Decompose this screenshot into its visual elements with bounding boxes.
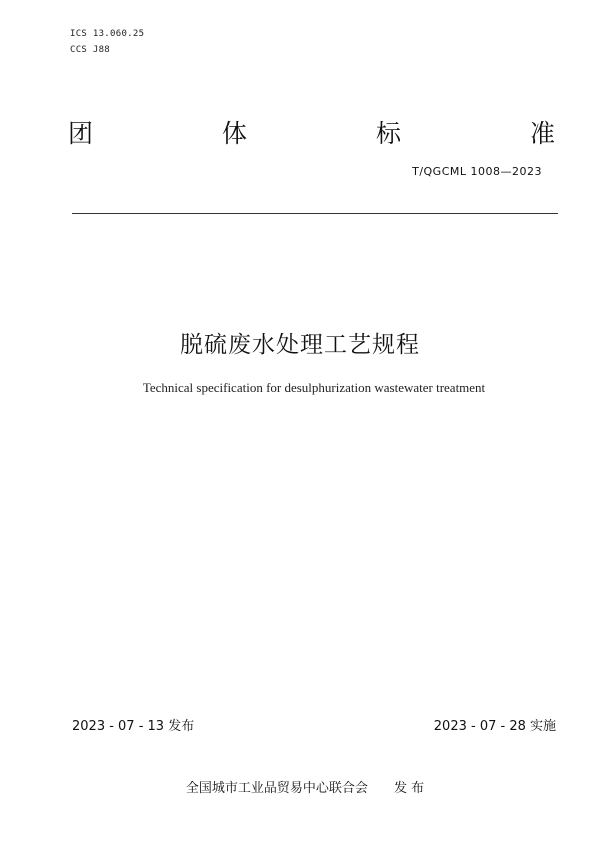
divider-line [72,213,558,214]
ccs-code: CCS J88 [70,45,111,55]
implementation-date: 2023 - 07 - 28 实施 [433,719,556,734]
standard-type-heading [68,115,555,149]
heading-char: 体 [221,119,247,148]
publisher-action: 发 布 [393,781,425,796]
publisher-line [0,777,600,796]
title-english: Technical specification for desulphurization wastewater treatment [142,380,486,395]
title-chinese: 脱硫废水处理工艺规程 [180,332,420,358]
ics-code: ICS 13.060.25 [70,29,145,39]
issue-date: 2023 - 07 - 13 发布 [72,719,195,734]
heading-char: 标 [375,119,401,148]
heading-char: 准 [529,119,555,148]
standard-code: T/QGCML 1008—2023 [412,165,542,178]
heading-char: 团 [68,119,94,148]
publisher-name: 全国城市工业品贸易中心联合会 [185,781,368,796]
